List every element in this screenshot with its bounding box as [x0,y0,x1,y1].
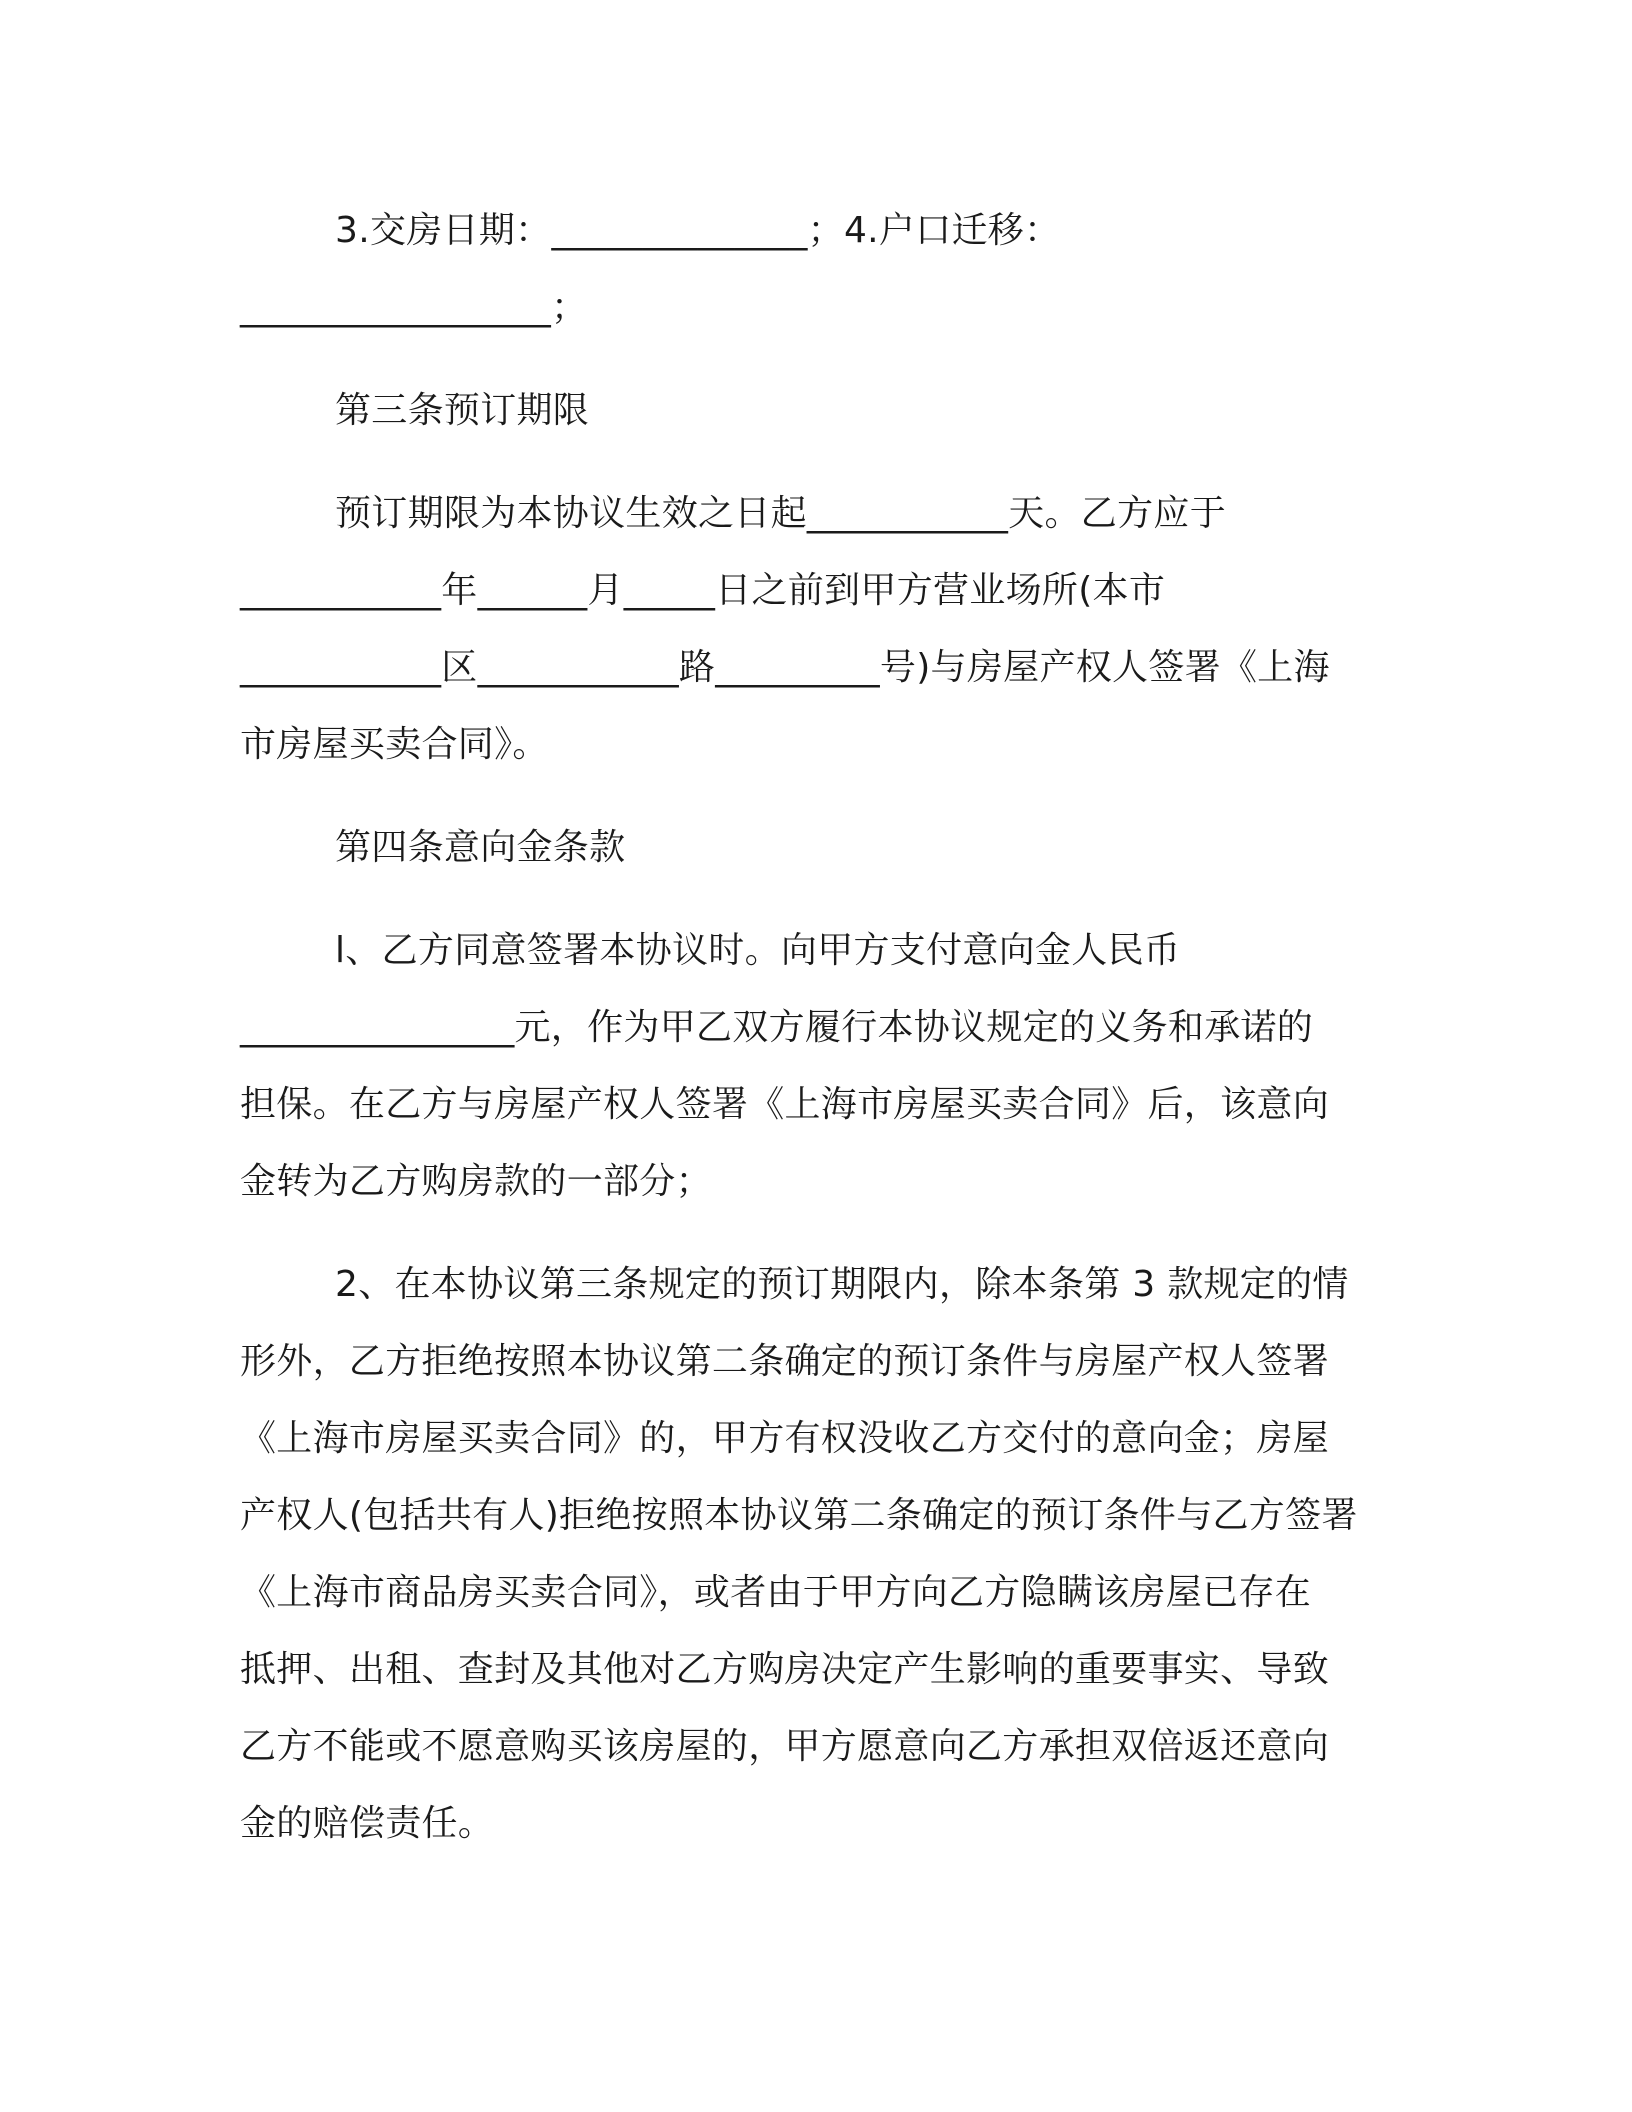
paragraph-line: 《上海市房屋买卖合同》的，甲方有权没收乙方交付的意向金；房屋 [240,1418,1330,1459]
paragraph-line: 乙方不能或不愿意购买该房屋的，甲方愿意向乙方承担双倍返还意向 [240,1726,1330,1767]
article-four-heading: 第四条意向金条款 [335,827,626,868]
paragraph-line: 产权人(包括共有人)拒绝按照本协议第二条确定的预订条件与乙方签署 [240,1495,1358,1536]
spacer [240,449,1392,475]
paragraph-line: 抵押、出租、查封及其他对乙方购房决定产生影响的重要事实、导致 [240,1649,1330,1690]
paragraph-line: ___________年______月_____日之前到甲方营业场所(本市 [240,570,1166,611]
paragraph-line: _______________元，作为甲乙双方履行本协议规定的义务和承诺的 [240,1007,1314,1048]
paragraph-line: 金的赔偿责任。 [240,1803,495,1844]
spacer [240,346,1392,372]
paragraph-line: 市房屋买卖合同》。 [240,724,549,765]
household-blank-line: _________________； [240,287,588,328]
paragraph-line: 预订期限为本协议生效之日起___________天。乙方应于 [335,493,1226,534]
paragraph-line: 金转为乙方购房款的一部分； [240,1161,712,1202]
paragraph-line: l、乙方同意签署本协议时。向甲方支付意向金人民币 [335,930,1181,971]
paragraph-line: ___________区___________路_________号)与房屋产权人签署《上海 [240,647,1330,688]
spacer [240,1220,1392,1246]
paragraph-line: 担保。在乙方与房屋产权人签署《上海市房屋买卖合同》后，该意向 [240,1084,1330,1125]
spacer [240,886,1392,912]
paragraph-line: 2、在本协议第三条规定的预订期限内，除本条第 3 款规定的情 [335,1264,1349,1305]
paragraph-line: 《上海市商品房买卖合同》，或者由于甲方向乙方隐瞒该房屋已存在 [240,1572,1312,1613]
article-three-heading: 第三条预订期限 [335,390,590,431]
paragraph-line: 形外，乙方拒绝按照本协议第二条确定的预订条件与房屋产权人签署 [240,1341,1330,1382]
document-body [240,192,1392,1862]
spacer [240,783,1392,809]
delivery-and-household-line: 3.交房日期：______________；4.户口迁移： [335,210,1061,251]
